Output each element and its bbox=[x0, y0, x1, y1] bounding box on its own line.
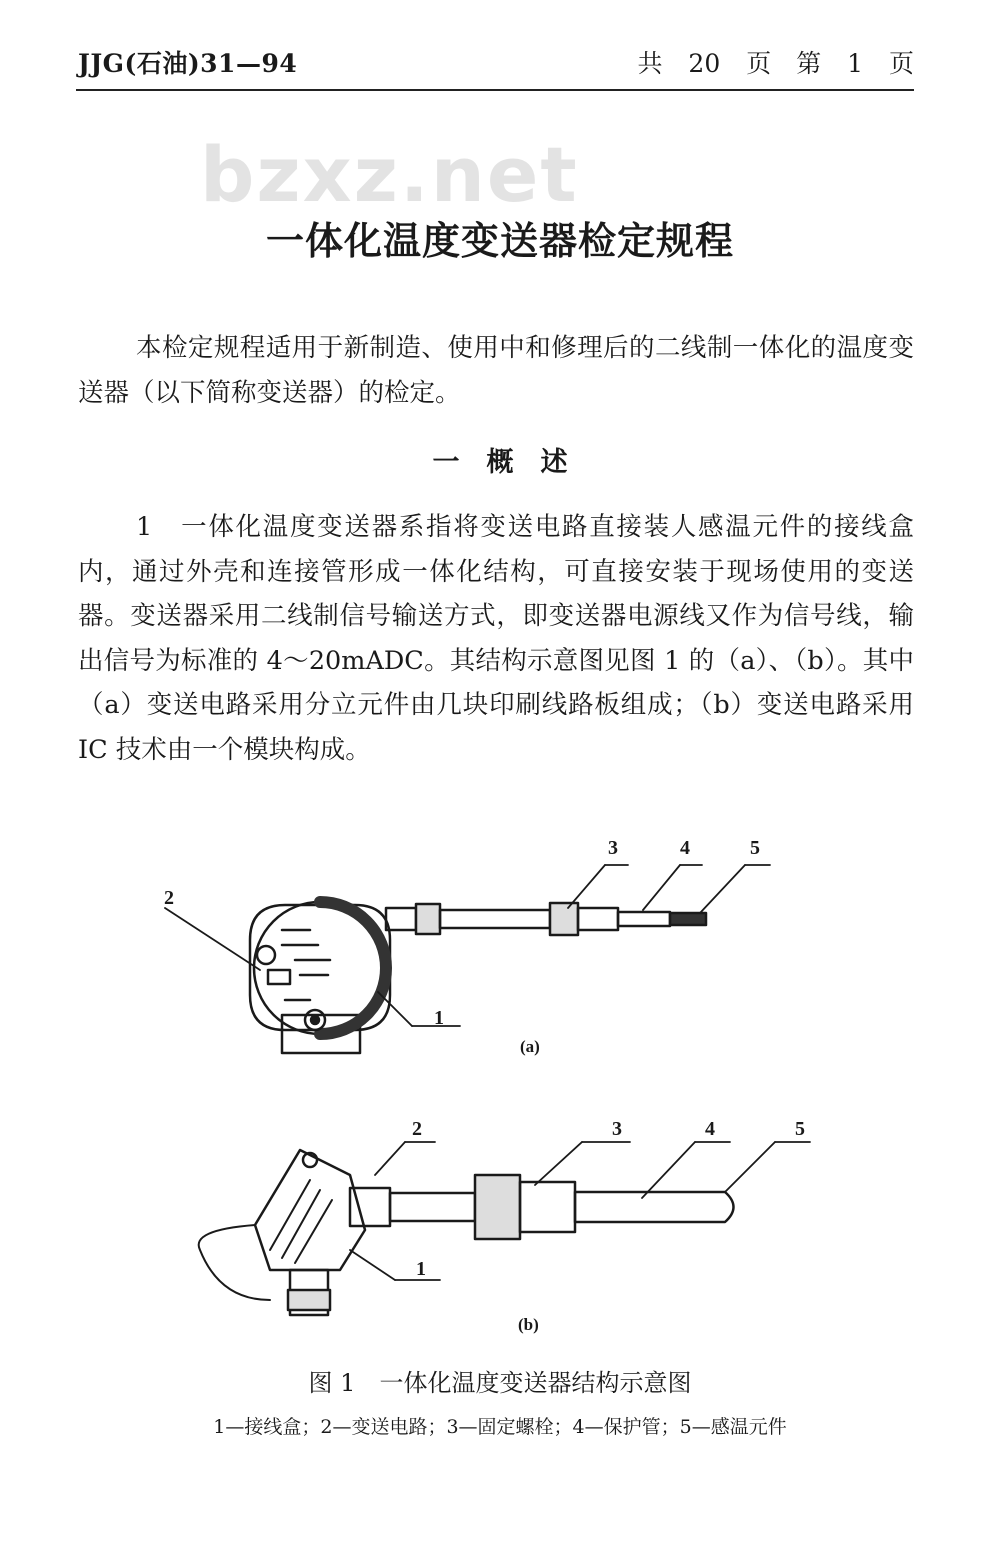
callout-5-b: 5 bbox=[795, 1118, 805, 1140]
sub-label-b: (b) bbox=[518, 1315, 539, 1334]
callout-4-b: 4 bbox=[705, 1118, 715, 1140]
section-heading: 一 概 述 bbox=[432, 447, 568, 478]
sub-label-a: (a) bbox=[520, 1037, 540, 1056]
terminal-screw-a bbox=[257, 946, 275, 964]
protective-tube-b bbox=[575, 1192, 734, 1222]
transmitter-b bbox=[199, 1142, 810, 1315]
callout-4-a: 4 bbox=[680, 837, 690, 859]
document-title: 一体化温度变送器检定规程 bbox=[265, 218, 734, 263]
callout-3-a: 3 bbox=[608, 837, 618, 859]
standard-code: JJG(石油)31—94 bbox=[78, 49, 298, 78]
callout-1-a: 1 bbox=[434, 1007, 444, 1029]
page-info: 共 20 页 第 1 页 bbox=[637, 49, 914, 78]
callout-1-b: 1 bbox=[416, 1258, 426, 1280]
figure-1-diagram bbox=[150, 830, 850, 1350]
callout-2-b: 2 bbox=[412, 1118, 422, 1140]
callout-2-a: 2 bbox=[164, 887, 174, 909]
figure-caption: 图 1 一体化温度变送器结构示意图 bbox=[308, 1369, 692, 1397]
intro-paragraph: 本检定规程适用于新制造、使用中和修理后的二线制一体化的温度变送器（以下简称变送器）的检定。 bbox=[78, 333, 914, 408]
clause-1-paragraph: 1 一体化温度变送器系指将变送电路直接装人感温元件的接线盒内，通过外壳和连接管形成一体化结构，可直接安装于现场使用的变送器。变送器采用二线制信号输送方式，即变送器电源线又作为信号线，输出信号为标准的 4～20mADC。其结构示意图见图 1 的（a）、（b）。其中（a）变送电路采用分立元件由几块印刷线路板组成；（b）变送电路采用 IC 技术由一个模块构成。 bbox=[78, 512, 914, 765]
header-rule bbox=[76, 89, 914, 91]
callout-3-b: 3 bbox=[612, 1118, 622, 1140]
callout-5-a: 5 bbox=[750, 837, 760, 859]
figure-legend: 1—接线盒；2—变送电路；3—固定螺栓；4—保护管；5—感温元件 bbox=[213, 1416, 787, 1438]
watermark: bzxz.net bbox=[200, 130, 579, 219]
transmitter-a bbox=[165, 865, 770, 1053]
